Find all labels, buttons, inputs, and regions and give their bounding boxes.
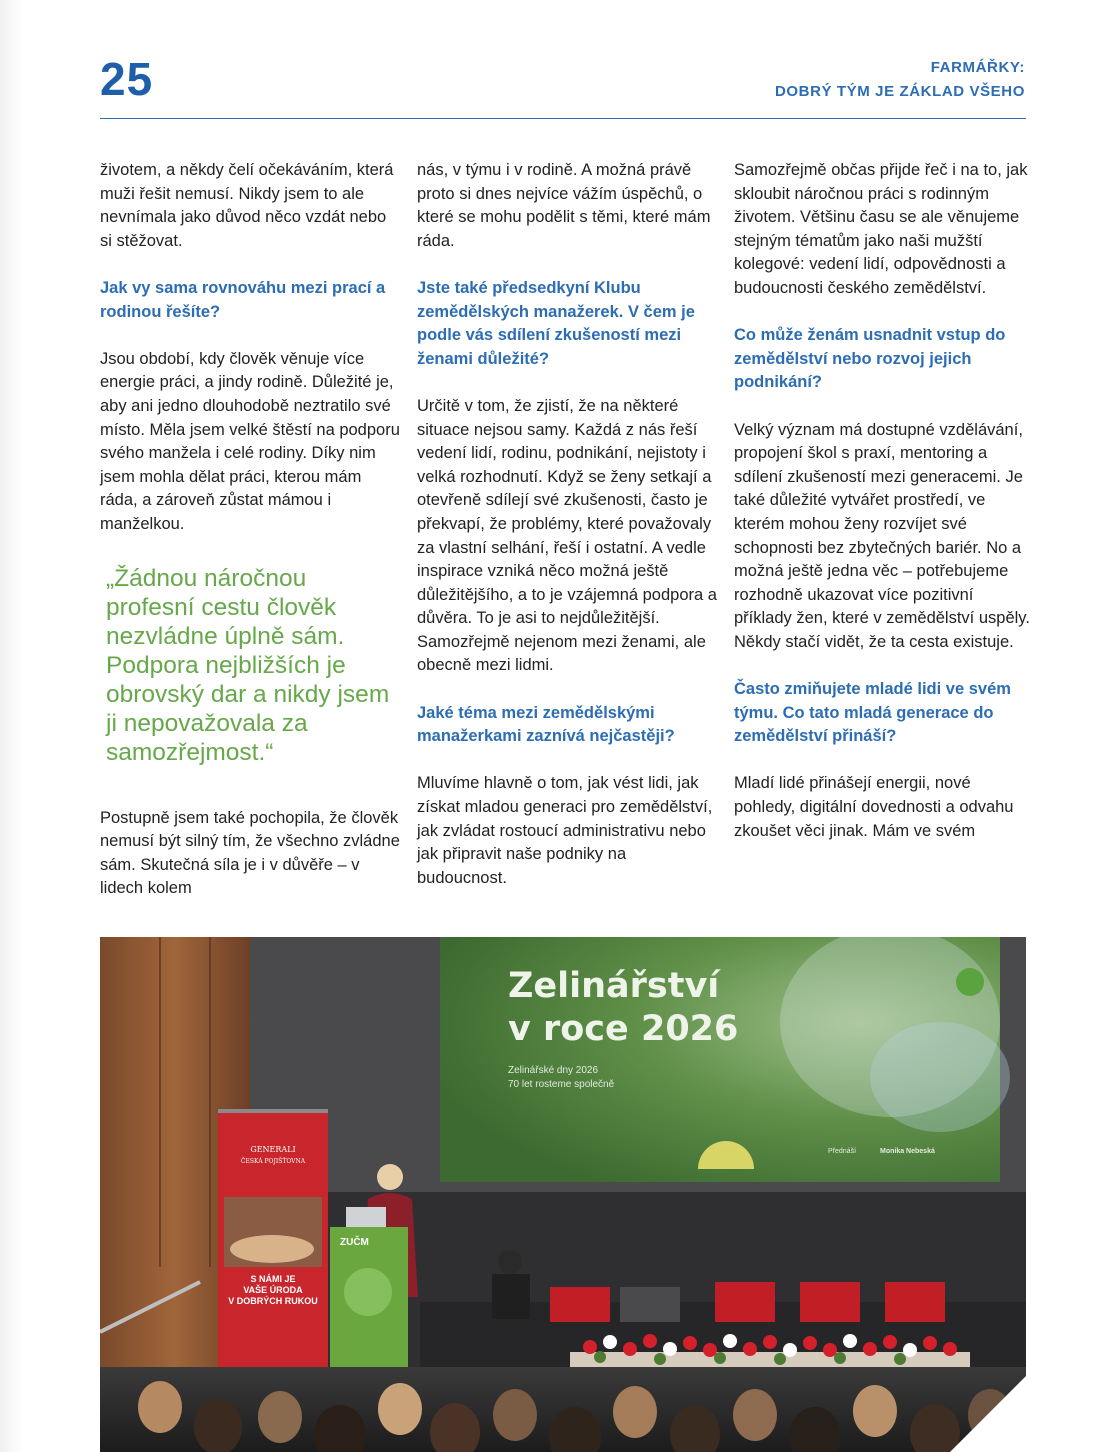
paragraph: Velký význam má dostupné vzdělávání, propojení škol s praxí, mentoring a sdílení zkušeností mezi generacemi. Je také důležité vytvářet prostředí, ve kterém mohou ženy rozvíjet své schopnosti bez zbytečných bariér. No a možná ještě jedna věc – potřebujeme rozhodně ukazovat více pozitivní příklady žen, které v zemědělství uspěly. Někdy stačí vidět, že ta cesta existuje. bbox=[734, 420, 1030, 651]
interview-question: Co může ženám usnadnit vstup do zemědělství nebo rozvoj jejich podnikání? bbox=[734, 326, 1006, 392]
article-column-1 bbox=[100, 159, 400, 901]
paragraph: životem, a někdy čelí očekáváním, která muži řešit nemusí. Nikdy jsem to ale nevnímala jako důvod něco vzdát nebo si stěžovat. bbox=[100, 161, 394, 250]
speaker-head bbox=[377, 1164, 403, 1190]
slide-subtitle-line2: 70 let rosteme společně bbox=[508, 1079, 615, 1090]
paragraph: Jsou období, kdy člověk věnuje více energie práci, a jindy rodině. Důležité je, aby ani jedno dlouhodobě neztratilo své místo. Měla jsem velké štěstí na podporu svého manžela i celé rodiny. Díky nim jsem mohla dělat práci, kterou mám ráda, a zároveň zůstat mámou i manželkou. bbox=[100, 349, 400, 533]
interview-question: Jste také předsedkyní Klubu zemědělských manažerek. V čem je podle vás sdílení zkušeností mezi ženami důležité? bbox=[417, 278, 695, 368]
banner-brand-line2: ČESKÁ POJIŠŤOVNA bbox=[240, 1158, 306, 1165]
slide-presenter-name: Monika Nebeská bbox=[880, 1148, 935, 1155]
page-fold-corner bbox=[950, 1376, 1026, 1452]
slide-title-line2: v roce 2026 bbox=[508, 1009, 739, 1049]
pull-quote: „Žádnou náročnou profesní cestu člověk nezvládne úplně sám. Podpora nejbližších je obrovský dar a nikdy jsem ji nepovažovala za samozřejmost.“ bbox=[106, 564, 390, 766]
screen-leaf-logo bbox=[956, 968, 984, 996]
interview-question: Často zmiňujete mladé lidi ve svém týmu. Co tato mladá generace do zemědělství přináší? bbox=[734, 680, 1011, 746]
slide-presenter-label: Přednáší bbox=[828, 1148, 857, 1155]
slide-subtitle-line1: Zelinářské dny 2026 bbox=[508, 1065, 599, 1076]
conference-photo bbox=[100, 937, 1026, 1452]
banner-slogan-line2: VAŠE ÚRODA bbox=[243, 1285, 303, 1295]
banner-brand-line1: GENERALI bbox=[250, 1145, 296, 1154]
page-edge-shadow bbox=[0, 0, 24, 1452]
banner-slogan-line3: V DOBRÝCH RUKOU bbox=[228, 1296, 318, 1306]
running-header bbox=[775, 56, 1025, 104]
banner-slogan-line1: S NÁMI JE bbox=[250, 1274, 296, 1284]
paragraph: Mluvíme hlavně o tom, jak vést lidi, jak získat mladou generaci pro zemědělství, jak zvládat rostoucí administrativu nebo jak připravit naše podniky na budoucnost. bbox=[417, 774, 713, 887]
paragraph: Postupně jsem také pochopila, že člověk nemusí být silný tím, že všechno zvládne sám. Skutečná síla je i v důvěře – v lidech kolem bbox=[100, 808, 400, 898]
seated-woman bbox=[492, 1274, 530, 1319]
paragraph: nás, v týmu i v rodině. A možná právě proto si dnes nejvíce vážím úspěchů, o které se mohu podělit s těmi, které mám ráda. bbox=[417, 161, 711, 250]
article-column-2 bbox=[417, 159, 717, 890]
presiding-chairs bbox=[550, 1282, 945, 1322]
running-header-line2: DOBRÝ TÝM JE ZÁKLAD VŠEHO bbox=[774, 83, 1025, 100]
header-divider bbox=[100, 118, 1026, 119]
paragraph: Samozřejmě občas přijde řeč i na to, jak skloubit náročnou práci s rodinným životem. Většinu času se ale věnujeme stejným tématům jako naši mužští kolegové: vedení lidí, odpovědnosti a budoucnosti českého zemědělství. bbox=[734, 161, 1028, 297]
page-number: 25 bbox=[100, 53, 154, 105]
article-column-3 bbox=[734, 159, 1034, 843]
interview-question: Jaké téma mezi zemědělskými manažerkami zaznívá nejčastěji? bbox=[417, 703, 675, 746]
slide-title-line1: Zelinářství bbox=[508, 966, 720, 1006]
paragraph: Určitě v tom, že zjistí, že na některé situace nejsou samy. Každá z nás řeší vedení lidí, rodinu, podnikání, nejistoty i velká rozhodnutí. Když se ženy setkají a otevřeně sdílejí své zkušenosti, často je překvapí, že problémy, které považovaly za vlastní selhání, řeší i ostatní. A vedle inspirace vzniká něco možná ještě důležitějšího, a to je vzájemná podpora a důvěra. To je asi to nejdůležitější. Samozřejmě nejenom mezi ženami, ale obecně mezi lidmi. bbox=[417, 396, 717, 675]
interview-question: Jak vy sama rovnováhu mezi prací a rodinou řešíte? bbox=[100, 278, 386, 321]
paragraph: Mladí lidé přinášejí energii, nové pohledy, digitální dovednosti a odvahu zkoušet věci jinak. Mám ve svém bbox=[734, 774, 1014, 840]
lectern-logo: ZUČM bbox=[340, 1237, 369, 1248]
running-header-line1: FARMÁŘKY: bbox=[930, 59, 1025, 76]
